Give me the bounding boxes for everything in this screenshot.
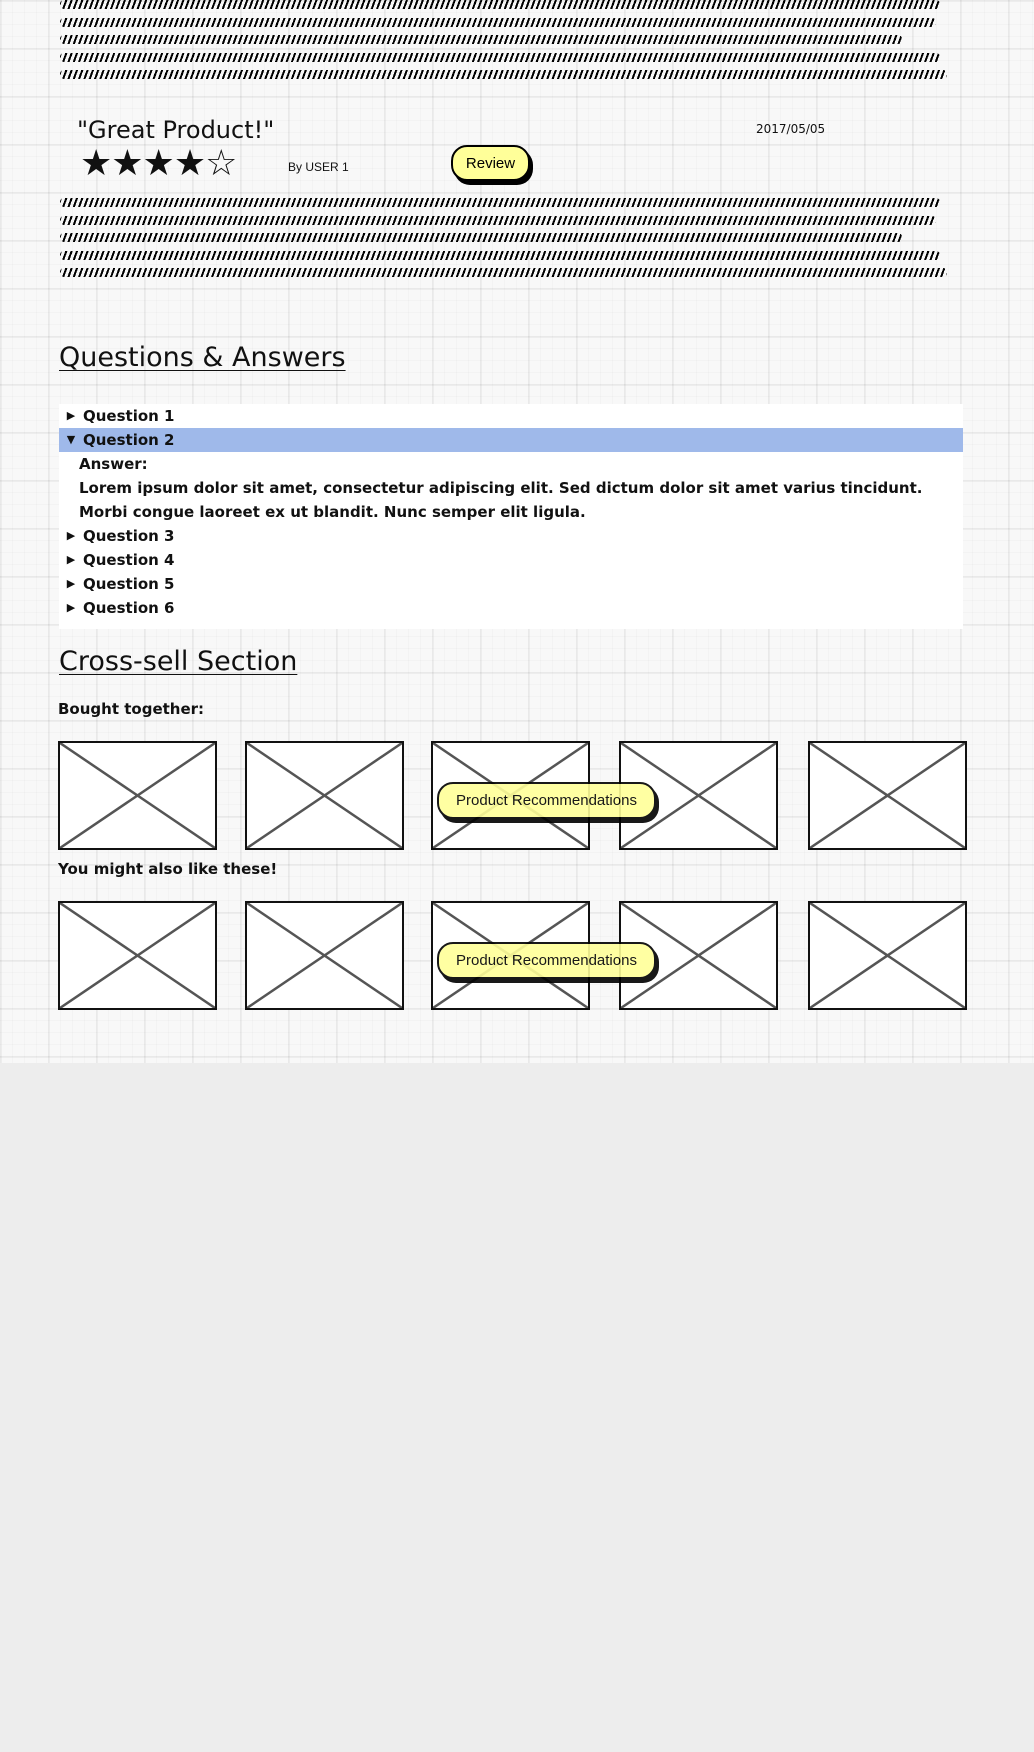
- product-image-placeholder[interactable]: [808, 741, 967, 850]
- product-recommendations-button[interactable]: Product Recommendations: [437, 782, 656, 819]
- product-image-placeholder[interactable]: [58, 741, 217, 850]
- question-item-3[interactable]: [59, 524, 963, 548]
- product-image-placeholder[interactable]: [808, 901, 967, 1010]
- image-placeholder-icon: [247, 743, 402, 848]
- caret-right-icon: ▶: [66, 577, 76, 590]
- product-image-placeholder[interactable]: [245, 741, 404, 850]
- caret-right-icon: ▶: [66, 601, 76, 614]
- review-author: By USER 1: [288, 160, 349, 174]
- caret-right-icon: ▶: [66, 409, 76, 422]
- star-rating: ★★★★☆: [80, 143, 237, 184]
- answer-panel: [59, 452, 963, 524]
- image-placeholder-icon: [810, 903, 965, 1008]
- question-label: Question 1: [83, 407, 175, 425]
- review-text-scribble-top: [60, 0, 947, 79]
- qa-section-title: Questions & Answers: [59, 342, 346, 373]
- caret-right-icon: ▶: [66, 529, 76, 542]
- question-item-1[interactable]: [59, 404, 963, 428]
- review-title: "Great Product!": [77, 116, 275, 144]
- question-label: Question 2: [83, 431, 175, 449]
- crosssell-section-title: Cross-sell Section: [59, 646, 298, 677]
- question-label: Question 5: [83, 575, 175, 593]
- bought-together-label: Bought together:: [58, 700, 205, 718]
- caret-down-icon: ▼: [66, 433, 76, 446]
- qa-accordion: [59, 404, 963, 629]
- review-date: 2017/05/05: [756, 122, 826, 136]
- answer-label: Answer:: [79, 455, 148, 473]
- question-label: Question 4: [83, 551, 175, 569]
- image-placeholder-icon: [60, 743, 215, 848]
- question-label: Question 3: [83, 527, 175, 545]
- question-item-6[interactable]: [59, 596, 963, 620]
- image-placeholder-icon: [60, 903, 215, 1008]
- answer-text: Lorem ipsum dolor sit amet, consectetur adipiscing elit. Sed dictum dolor sit amet varius tincidunt. Morbi congue laoreet ex ut blandit. Nunc semper elit ligula.: [79, 479, 923, 521]
- product-image-placeholder[interactable]: [58, 901, 217, 1010]
- product-image-placeholder[interactable]: [245, 901, 404, 1010]
- review-button[interactable]: Review: [451, 145, 530, 181]
- question-item-2[interactable]: [59, 428, 963, 452]
- question-item-5[interactable]: [59, 572, 963, 596]
- also-like-label: You might also like these!: [58, 860, 278, 878]
- review-text-scribble: [60, 198, 947, 277]
- image-placeholder-icon: [247, 903, 402, 1008]
- product-recommendations-button[interactable]: Product Recommendations: [437, 942, 656, 979]
- caret-right-icon: ▶: [66, 553, 76, 566]
- image-placeholder-icon: [810, 743, 965, 848]
- question-label: Question 6: [83, 599, 175, 617]
- question-item-4[interactable]: [59, 548, 963, 572]
